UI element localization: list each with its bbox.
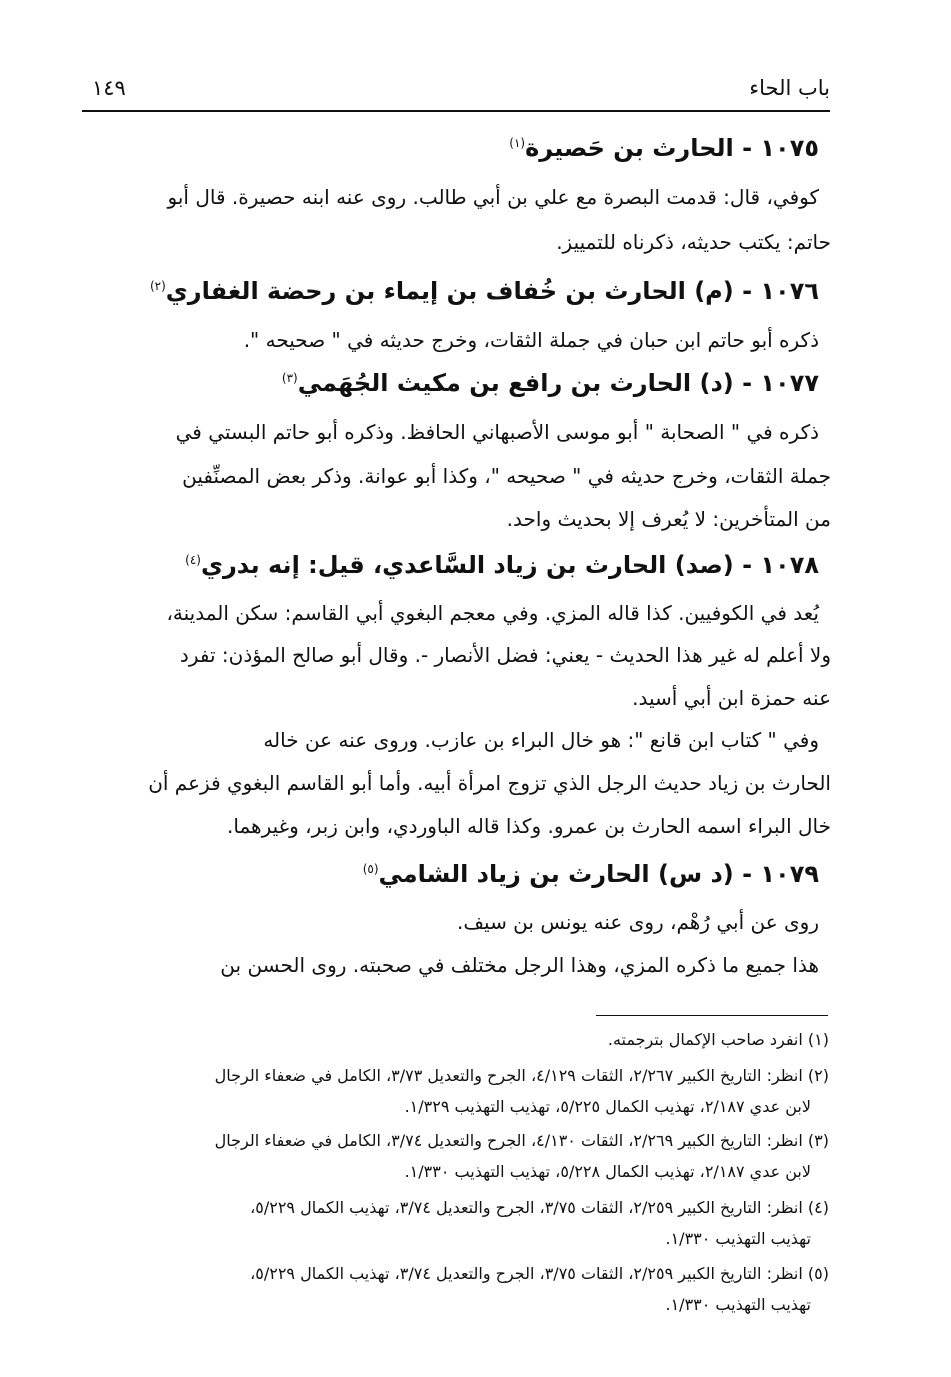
- footnote-line: (١) انفرد صاحب الإكمال بترجمته.: [607, 1030, 829, 1049]
- entry-heading-1075: ١٠٧٥ - الحارث بن حَصيرة$^{(١)}$: [509, 134, 819, 162]
- footnote-line: (٢) انظر: التاريخ الكبير ٢/٢٦٧، الثقات ٤/١٢٩، الجرح والتعديل ٣/٧٣، الكامل في ضعفاء الرجال: [214, 1066, 829, 1085]
- footnote-line: (٣) انظر: التاريخ الكبير ٢/٢٦٩، الثقات ٤/١٣٠، الجرح والتعديل ٣/٧٤، الكامل في ضعفاء الرجال: [214, 1131, 829, 1150]
- entry-heading-1078: ١٠٧٨ - (صد) الحارث بن زياد السَّاعدي، قيل: إنه بدري$^{(٤)}$: [185, 551, 819, 579]
- entry-text-line: حاتم: يكتب حديثه، ذكرناه للتمييز.: [556, 230, 831, 254]
- entry-text-line: يُعد في الكوفيين. كذا قاله المزي. وفي معجم البغوي أبي القاسم: سكن المدينة،: [166, 601, 819, 625]
- entry-heading-1079: ١٠٧٩ - (د س) الحارث بن زياد الشامي$^{(٥)}$: [362, 860, 819, 888]
- footnote-line: لابن عدي ٢/١٨٧، تهذيب الكمال ٥/٢٢٨، تهذيب التهذيب ١/٣٣٠.: [404, 1162, 811, 1181]
- footnote-ref: (١): [509, 136, 526, 150]
- entry-text-line: هذا جميع ما ذكره المزي، وهذا الرجل مختلف في صحبته. روى الحسن بن: [220, 953, 819, 977]
- entry-text-line: ذكره أبو حاتم ابن حبان في جملة الثقات، وخرج حديثه في " صحيحه ".: [243, 328, 819, 352]
- entry-text-line: الحارث بن زياد حديث الرجل الذي تزوج امرأة أبيه. وأما أبو القاسم البغوي فزعم أن: [148, 771, 831, 795]
- entry-text-line: ولا أعلم له غير هذا الحديث - يعني: فضل الأنصار -. وقال أبو صالح المؤذن: تفرد: [179, 643, 831, 667]
- footnote-divider: [596, 1015, 828, 1016]
- page-header: [82, 76, 830, 106]
- footnote-line: (٤) انظر: التاريخ الكبير ٢/٢٥٩، الثقات ٣/٧٥، الجرح والتعديل ٣/٧٤، تهذيب الكمال ٥/٢٢٩،: [250, 1198, 829, 1217]
- entry-text-line: جملة الثقات، وخرج حديثه في " صحيحه "، وكذا أبو عوانة. وذكر بعض المصنِّفين: [182, 464, 831, 488]
- entry-heading-1076: ١٠٧٦ - (م) الحارث بن خُفاف بن إيماء بن رحضة الغفاري$^{(٢)}$: [149, 277, 819, 305]
- entry-heading-1077: ١٠٧٧ - (د) الحارث بن رافع بن مكيث الجُهَمي$^{(٣)}$: [281, 369, 819, 397]
- entry-text-line: ذكره في " الصحابة " أبو موسى الأصبهاني الحافظ. وذكره أبو حاتم البستي في: [175, 420, 819, 444]
- entry-text-line: خال البراء اسمه الحارث بن عمرو. وكذا قاله الباوردي، وابن زبر، وغيرهما.: [227, 814, 831, 838]
- page-number: ١٤٩: [92, 76, 126, 100]
- entry-text-line: روى عن أبي رُهْم، روى عنه يونس بن سيف.: [456, 910, 819, 934]
- footnote-line: لابن عدي ٢/١٨٧، تهذيب الكمال ٥/٢٢٥، تهذيب التهذيب ١/٣٢٩.: [404, 1097, 811, 1116]
- footnote-line: تهذيب التهذيب ١/٣٣٠.: [665, 1295, 811, 1314]
- footnote-line: تهذيب التهذيب ١/٣٣٠.: [665, 1229, 811, 1248]
- footnote-ref: (٥): [362, 862, 379, 876]
- header-divider: [82, 110, 830, 112]
- footnote-ref: (٢): [149, 279, 166, 293]
- entry-text-line: من المتأخرين: لا يُعرف إلا بحديث واحد.: [506, 507, 831, 531]
- chapter-title: باب الحاء: [749, 76, 830, 100]
- entry-text-line: وفي " كتاب ابن قانع ": هو خال البراء بن عازب. وروى عنه عن خاله: [263, 728, 819, 752]
- entry-text-line: عنه حمزة ابن أبي أسيد.: [632, 686, 831, 710]
- footnote-ref: (٤): [185, 553, 201, 567]
- entry-text-line: كوفي، قال: قدمت البصرة مع علي بن أبي طالب. روى عنه ابنه حصيرة. قال أبو: [167, 185, 819, 209]
- footnote-line: (٥) انظر: التاريخ الكبير ٢/٢٥٩، الثقات ٣/٧٥، الجرح والتعديل ٣/٧٤، تهذيب الكمال ٥/٢٢٩،: [250, 1264, 829, 1283]
- footnote-ref: (٣): [281, 371, 298, 385]
